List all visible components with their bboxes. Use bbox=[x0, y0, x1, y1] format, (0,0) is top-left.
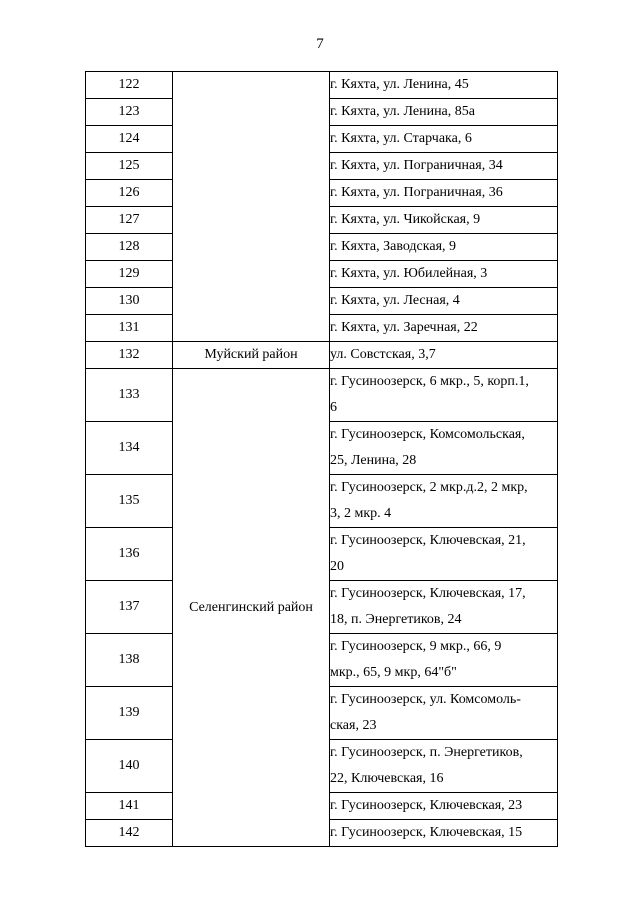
address-cell: г. Кяхта, ул. Пограничная, 36 bbox=[330, 180, 558, 207]
address-line: мкр., 65, 9 мкр, 64"б" bbox=[330, 665, 457, 680]
address-cell: г. Кяхта, ул. Старчака, 6 bbox=[330, 126, 558, 153]
address-table bbox=[85, 71, 558, 847]
row-number: 122 bbox=[86, 72, 173, 99]
row-number: 124 bbox=[86, 126, 173, 153]
address-line: г. Гусиноозерск, 6 мкр., 5, корп.1, bbox=[330, 374, 529, 389]
district-cell-empty bbox=[173, 72, 330, 342]
address-line: г. Гусиноозерск, Ключевская, 21, bbox=[330, 533, 526, 548]
address-line: г. Гусиноозерск, п. Энергетиков, bbox=[330, 745, 523, 760]
district-cell: Муйский район bbox=[173, 342, 330, 369]
row-number: 141 bbox=[86, 793, 173, 820]
row-number: 125 bbox=[86, 153, 173, 180]
row-number: 134 bbox=[86, 422, 173, 475]
address-line: 6 bbox=[330, 400, 337, 415]
address-cell bbox=[330, 740, 558, 793]
row-number: 139 bbox=[86, 687, 173, 740]
address-cell: г. Кяхта, ул. Заречная, 22 bbox=[330, 315, 558, 342]
address-line: 22, Ключевская, 16 bbox=[330, 771, 444, 786]
address-line: 25, Ленина, 28 bbox=[330, 453, 417, 468]
row-number: 132 bbox=[86, 342, 173, 369]
address-cell: г. Кяхта, ул. Ленина, 45 bbox=[330, 72, 558, 99]
address-line: г. Гусиноозерск, 9 мкр., 66, 9 bbox=[330, 639, 502, 654]
address-line: 18, п. Энергетиков, 24 bbox=[330, 612, 462, 627]
row-number: 129 bbox=[86, 261, 173, 288]
address-line: ская, 23 bbox=[330, 718, 377, 733]
address-line: 3, 2 мкр. 4 bbox=[330, 506, 392, 521]
row-number: 126 bbox=[86, 180, 173, 207]
row-number: 136 bbox=[86, 528, 173, 581]
row-number: 123 bbox=[86, 99, 173, 126]
address-cell: г. Кяхта, ул. Лесная, 4 bbox=[330, 288, 558, 315]
address-cell: г. Кяхта, ул. Пограничная, 34 bbox=[330, 153, 558, 180]
row-number: 142 bbox=[86, 820, 173, 847]
page-number: 7 bbox=[316, 36, 324, 52]
row-number: 127 bbox=[86, 207, 173, 234]
address-line: г. Гусиноозерск, Ключевская, 17, bbox=[330, 586, 526, 601]
address-cell bbox=[330, 687, 558, 740]
address-cell: г. Гусиноозерск, Ключевская, 23 bbox=[330, 793, 558, 820]
address-cell bbox=[330, 528, 558, 581]
address-cell bbox=[330, 369, 558, 422]
row-number: 138 bbox=[86, 634, 173, 687]
address-line: г. Гусиноозерск, ул. Комсомоль- bbox=[330, 692, 521, 707]
address-cell: г. Кяхта, ул. Ленина, 85а bbox=[330, 99, 558, 126]
address-cell bbox=[330, 634, 558, 687]
row-number: 128 bbox=[86, 234, 173, 261]
address-line: 20 bbox=[330, 559, 344, 574]
address-cell: г. Кяхта, ул. Юбилейная, 3 bbox=[330, 261, 558, 288]
row-number: 135 bbox=[86, 475, 173, 528]
address-line: г. Гусиноозерск, Комсомольская, bbox=[330, 427, 525, 442]
address-cell bbox=[330, 581, 558, 634]
table-row bbox=[86, 72, 558, 99]
address-cell: г. Кяхта, ул. Чикойская, 9 bbox=[330, 207, 558, 234]
row-number: 137 bbox=[86, 581, 173, 634]
address-cell bbox=[330, 475, 558, 528]
district-cell: Селенгинский район bbox=[173, 369, 330, 847]
address-cell: ул. Совстская, 3,7 bbox=[330, 342, 558, 369]
table-row bbox=[86, 369, 558, 422]
table-row bbox=[86, 342, 558, 369]
address-cell bbox=[330, 422, 558, 475]
address-line: г. Гусиноозерск, 2 мкр.д.2, 2 мкр, bbox=[330, 480, 528, 495]
address-cell: г. Гусиноозерск, Ключевская, 15 bbox=[330, 820, 558, 847]
row-number: 130 bbox=[86, 288, 173, 315]
row-number: 140 bbox=[86, 740, 173, 793]
address-cell: г. Кяхта, Заводская, 9 bbox=[330, 234, 558, 261]
row-number: 131 bbox=[86, 315, 173, 342]
row-number: 133 bbox=[86, 369, 173, 422]
